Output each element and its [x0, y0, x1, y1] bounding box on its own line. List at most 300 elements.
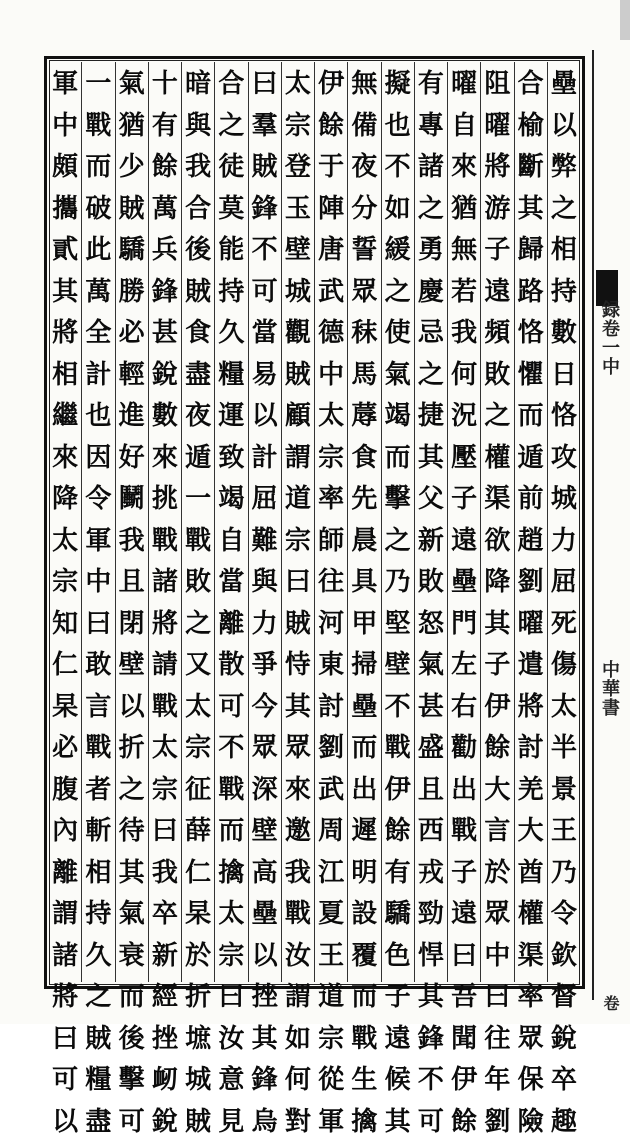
character: 而	[116, 977, 148, 1019]
character: 恃	[282, 645, 314, 687]
character: 出	[448, 770, 480, 812]
character: 降	[481, 562, 513, 604]
margin-label-mid: 中華書	[596, 660, 622, 717]
character: 一	[82, 64, 114, 106]
character: 言	[481, 811, 513, 853]
character: 戎	[415, 853, 447, 895]
character: 宗	[182, 728, 214, 770]
text-column	[447, 62, 480, 982]
character: 壘	[448, 562, 480, 604]
character: 曰	[215, 977, 247, 1019]
character: 羣	[249, 106, 281, 148]
character: 必	[49, 728, 81, 770]
character: 甚	[149, 313, 181, 355]
character: 擊	[382, 479, 414, 521]
character: 之	[415, 355, 447, 397]
character: 恪	[548, 396, 580, 438]
character: 勝	[116, 272, 148, 314]
character: 可	[249, 272, 281, 314]
character: 掃	[348, 645, 380, 687]
character: 險	[515, 1102, 547, 1143]
character: 之	[481, 396, 513, 438]
character: 遲	[348, 811, 380, 853]
character: 宗	[282, 521, 314, 563]
character: 謂	[49, 894, 81, 936]
character: 前	[515, 479, 547, 521]
character: 將	[49, 313, 81, 355]
character: 必	[116, 313, 148, 355]
character: 遁	[182, 438, 214, 480]
character: 征	[182, 770, 214, 812]
character: 以	[548, 106, 580, 148]
character: 其	[282, 687, 314, 729]
character: 此	[82, 230, 114, 272]
character: 自	[215, 521, 247, 563]
character: 運	[215, 396, 247, 438]
character: 明	[348, 853, 380, 895]
character: 今	[249, 687, 281, 729]
character: 晨	[348, 521, 380, 563]
character: 敢	[82, 645, 114, 687]
character: 宗	[315, 1019, 347, 1061]
character: 盡	[82, 1102, 114, 1143]
character: 有	[149, 106, 181, 148]
character: 父	[415, 479, 447, 521]
character: 曰	[82, 604, 114, 646]
character: 合	[515, 64, 547, 106]
character: 相	[49, 355, 81, 397]
character: 率	[515, 977, 547, 1019]
character: 合	[215, 64, 247, 106]
character: 氣	[116, 64, 148, 106]
character: 劉	[481, 1102, 513, 1143]
character: 其	[49, 272, 81, 314]
character: 於	[481, 853, 513, 895]
character: 伊	[315, 64, 347, 106]
character: 道	[315, 977, 347, 1019]
character: 諸	[415, 147, 447, 189]
character: 離	[49, 853, 81, 895]
character: 擒	[348, 1102, 380, 1143]
character: 曜	[448, 64, 480, 106]
character: 我	[182, 147, 214, 189]
character: 離	[215, 604, 247, 646]
character: 戰	[82, 728, 114, 770]
character: 慶	[415, 272, 447, 314]
character: 城	[182, 1060, 214, 1102]
character: 欲	[481, 521, 513, 563]
character: 戰	[182, 521, 214, 563]
character: 其	[249, 1019, 281, 1061]
character: 游	[481, 189, 513, 231]
character: 伊	[382, 770, 414, 812]
character: 年	[481, 1060, 513, 1102]
character: 劉	[315, 728, 347, 770]
character: 糧	[215, 355, 247, 397]
character: 不	[215, 728, 247, 770]
character: 致	[215, 438, 247, 480]
character: 甲	[348, 604, 380, 646]
character: 杲	[182, 894, 214, 936]
character: 對	[282, 1102, 314, 1143]
character: 折	[116, 728, 148, 770]
character: 氣	[382, 355, 414, 397]
character: 有	[415, 64, 447, 106]
character: 十	[149, 64, 181, 106]
character: 賊	[182, 1102, 214, 1143]
text-column	[347, 62, 380, 982]
character: 賊	[282, 355, 314, 397]
character: 爭	[249, 645, 281, 687]
character: 景	[548, 770, 580, 812]
character: 其	[116, 853, 148, 895]
character: 攻	[548, 438, 580, 480]
character: 斷	[515, 147, 547, 189]
character: 卒	[149, 894, 181, 936]
character: 軍	[315, 1102, 347, 1143]
character: 遠	[448, 894, 480, 936]
character: 遠	[481, 272, 513, 314]
character: 之	[182, 604, 214, 646]
character: 緩	[382, 230, 414, 272]
character: 賊	[82, 1019, 114, 1061]
character: 銳	[149, 1102, 181, 1143]
character: 曜	[515, 604, 547, 646]
character: 散	[215, 645, 247, 687]
character: 一	[182, 479, 214, 521]
character: 敗	[415, 562, 447, 604]
character: 以	[116, 687, 148, 729]
character: 知	[49, 604, 81, 646]
character: 自	[448, 106, 480, 148]
character: 待	[116, 811, 148, 853]
character: 其	[481, 604, 513, 646]
character: 何	[448, 355, 480, 397]
character: 城	[282, 272, 314, 314]
character: 氣	[116, 894, 148, 936]
character: 萬	[82, 272, 114, 314]
character: 衰	[116, 936, 148, 978]
character: 聞	[448, 1019, 480, 1061]
character: 武	[315, 770, 347, 812]
character: 榆	[515, 106, 547, 148]
character: 盡	[182, 355, 214, 397]
character: 之	[382, 521, 414, 563]
margin-rule	[592, 50, 594, 1000]
character: 唐	[315, 230, 347, 272]
character: 新	[415, 521, 447, 563]
character: 持	[215, 272, 247, 314]
character: 繼	[49, 396, 81, 438]
character: 王	[315, 936, 347, 978]
character: 壁	[249, 811, 281, 853]
character: 猶	[448, 189, 480, 231]
character: 宗	[49, 562, 81, 604]
character: 出	[348, 770, 380, 812]
character: 鬭	[116, 479, 148, 521]
character: 路	[515, 272, 547, 314]
character: 高	[249, 853, 281, 895]
character: 來	[149, 438, 181, 480]
character: 挫	[249, 977, 281, 1019]
character: 猶	[116, 106, 148, 148]
character: 相	[82, 853, 114, 895]
character: 其	[415, 977, 447, 1019]
text-column	[248, 62, 281, 982]
character: 恪	[515, 313, 547, 355]
character: 而	[382, 438, 414, 480]
character: 屈	[548, 562, 580, 604]
character: 遁	[515, 438, 547, 480]
character: 將	[515, 687, 547, 729]
character: 經	[149, 977, 181, 1019]
character: 言	[82, 687, 114, 729]
character: 者	[82, 770, 114, 812]
character: 少	[116, 147, 148, 189]
text-column	[381, 62, 414, 982]
character: 諸	[49, 936, 81, 978]
character: 曰	[282, 562, 314, 604]
character: 仁	[49, 645, 81, 687]
character: 戰	[149, 521, 181, 563]
character: 太	[282, 64, 314, 106]
character: 馬	[348, 355, 380, 397]
character: 太	[149, 728, 181, 770]
character: 斬	[82, 811, 114, 853]
character: 夏	[315, 894, 347, 936]
character: 西	[415, 811, 447, 853]
character: 顧	[282, 396, 314, 438]
character: 德	[315, 313, 347, 355]
character: 宗	[282, 106, 314, 148]
character: 折	[182, 977, 214, 1019]
character: 壘	[249, 894, 281, 936]
character: 具	[348, 562, 380, 604]
character: 吾	[448, 977, 480, 1019]
character: 全	[82, 313, 114, 355]
character: 易	[249, 355, 281, 397]
character: 貳	[49, 230, 81, 272]
character: 蓐	[348, 396, 380, 438]
character: 力	[249, 604, 281, 646]
character: 使	[382, 313, 414, 355]
character: 登	[282, 147, 314, 189]
character: 其	[515, 189, 547, 231]
character: 宗	[149, 770, 181, 812]
character: 先	[348, 479, 380, 521]
character: 烏	[249, 1102, 281, 1143]
character: 討	[515, 728, 547, 770]
character: 鋒	[249, 189, 281, 231]
character: 死	[548, 604, 580, 646]
character: 乃	[548, 853, 580, 895]
character: 軍	[49, 64, 81, 106]
character: 城	[548, 479, 580, 521]
character: 壁	[282, 230, 314, 272]
character: 甚	[415, 687, 447, 729]
character: 餘	[481, 728, 513, 770]
character: 不	[415, 1060, 447, 1102]
character: 太	[182, 687, 214, 729]
character: 忌	[415, 313, 447, 355]
character: 餘	[448, 1102, 480, 1143]
character: 師	[315, 521, 347, 563]
character: 伊	[448, 1060, 480, 1102]
character: 卒	[548, 1060, 580, 1102]
text-column	[514, 62, 547, 982]
character: 汝	[282, 936, 314, 978]
character: 太	[215, 894, 247, 936]
character: 且	[116, 562, 148, 604]
character: 且	[415, 770, 447, 812]
character: 可	[415, 1102, 447, 1143]
character: 河	[315, 604, 347, 646]
character: 可	[215, 687, 247, 729]
character: 以	[249, 936, 281, 978]
character: 道	[282, 479, 314, 521]
character: 歸	[515, 230, 547, 272]
character: 糧	[82, 1060, 114, 1102]
character: 宗	[315, 438, 347, 480]
character: 色	[382, 936, 414, 978]
character: 勁	[415, 894, 447, 936]
character: 萬	[149, 189, 181, 231]
text-column	[81, 62, 114, 982]
character: 令	[82, 479, 114, 521]
character: 我	[149, 853, 181, 895]
character: 進	[116, 396, 148, 438]
character: 我	[448, 313, 480, 355]
character: 敗	[182, 562, 214, 604]
character: 中	[315, 355, 347, 397]
character: 江	[315, 853, 347, 895]
character: 曰	[149, 811, 181, 853]
character: 戰	[348, 1019, 380, 1061]
character: 誓	[348, 230, 380, 272]
character: 相	[548, 230, 580, 272]
character: 諸	[149, 562, 181, 604]
character: 擒	[215, 853, 247, 895]
character: 薛	[182, 811, 214, 853]
text-column	[49, 62, 81, 982]
character: 墌	[182, 1019, 214, 1061]
character: 戰	[215, 770, 247, 812]
character: 與	[182, 106, 214, 148]
character: 生	[348, 1060, 380, 1102]
character: 日	[548, 355, 580, 397]
character: 內	[49, 811, 81, 853]
character: 持	[548, 272, 580, 314]
character: 乃	[382, 562, 414, 604]
character: 而	[82, 147, 114, 189]
character: 遠	[382, 1019, 414, 1061]
character: 當	[215, 562, 247, 604]
character: 堅	[382, 604, 414, 646]
character: 勇	[415, 230, 447, 272]
character: 也	[82, 396, 114, 438]
character: 我	[116, 521, 148, 563]
character: 眾	[348, 272, 380, 314]
character: 眾	[282, 728, 314, 770]
character: 懼	[515, 355, 547, 397]
character: 中	[481, 936, 513, 978]
character: 勸	[448, 728, 480, 770]
character: 保	[515, 1060, 547, 1102]
character: 秣	[348, 313, 380, 355]
character: 之	[82, 977, 114, 1019]
character: 合	[182, 189, 214, 231]
text-column	[480, 62, 513, 982]
character: 無	[448, 230, 480, 272]
character: 而	[515, 396, 547, 438]
character: 怒	[415, 604, 447, 646]
character: 賊	[249, 147, 281, 189]
text-column	[214, 62, 247, 982]
character: 邀	[282, 811, 314, 853]
character: 不	[382, 147, 414, 189]
character: 太	[49, 521, 81, 563]
character: 擬	[382, 64, 414, 106]
character: 餘	[315, 106, 347, 148]
character: 數	[149, 396, 181, 438]
character: 不	[249, 230, 281, 272]
character: 遠	[448, 521, 480, 563]
character: 武	[315, 272, 347, 314]
character: 見	[215, 1102, 247, 1143]
character: 將	[481, 147, 513, 189]
character: 戰	[149, 687, 181, 729]
character: 壁	[382, 645, 414, 687]
character: 眾	[249, 728, 281, 770]
text-column	[148, 62, 181, 982]
character: 太	[315, 396, 347, 438]
character: 遣	[515, 645, 547, 687]
character: 暗	[182, 64, 214, 106]
character: 率	[315, 479, 347, 521]
text-column	[181, 62, 214, 982]
character: 捷	[415, 396, 447, 438]
character: 數	[548, 313, 580, 355]
character: 權	[515, 894, 547, 936]
character: 來	[448, 147, 480, 189]
character: 中	[82, 562, 114, 604]
character: 銳	[149, 355, 181, 397]
character: 食	[348, 438, 380, 480]
character: 無	[348, 64, 380, 106]
character: 左	[448, 645, 480, 687]
character: 傷	[548, 645, 580, 687]
character: 汝	[215, 1019, 247, 1061]
character: 杲	[49, 687, 81, 729]
character: 督	[548, 977, 580, 1019]
character: 我	[282, 853, 314, 895]
character: 盛	[415, 728, 447, 770]
character: 曰	[49, 1019, 81, 1061]
margin-label-top: 録卷一中	[596, 300, 622, 376]
character: 若	[448, 272, 480, 314]
character: 可	[49, 1060, 81, 1102]
character: 欽	[548, 936, 580, 978]
text-columns	[49, 62, 580, 982]
character: 請	[149, 645, 181, 687]
character: 從	[315, 1060, 347, 1102]
character: 之	[415, 189, 447, 231]
character: 中	[49, 106, 81, 148]
character: 於	[182, 936, 214, 978]
character: 頗	[49, 147, 81, 189]
character: 候	[382, 1060, 414, 1102]
character: 鋒	[149, 272, 181, 314]
